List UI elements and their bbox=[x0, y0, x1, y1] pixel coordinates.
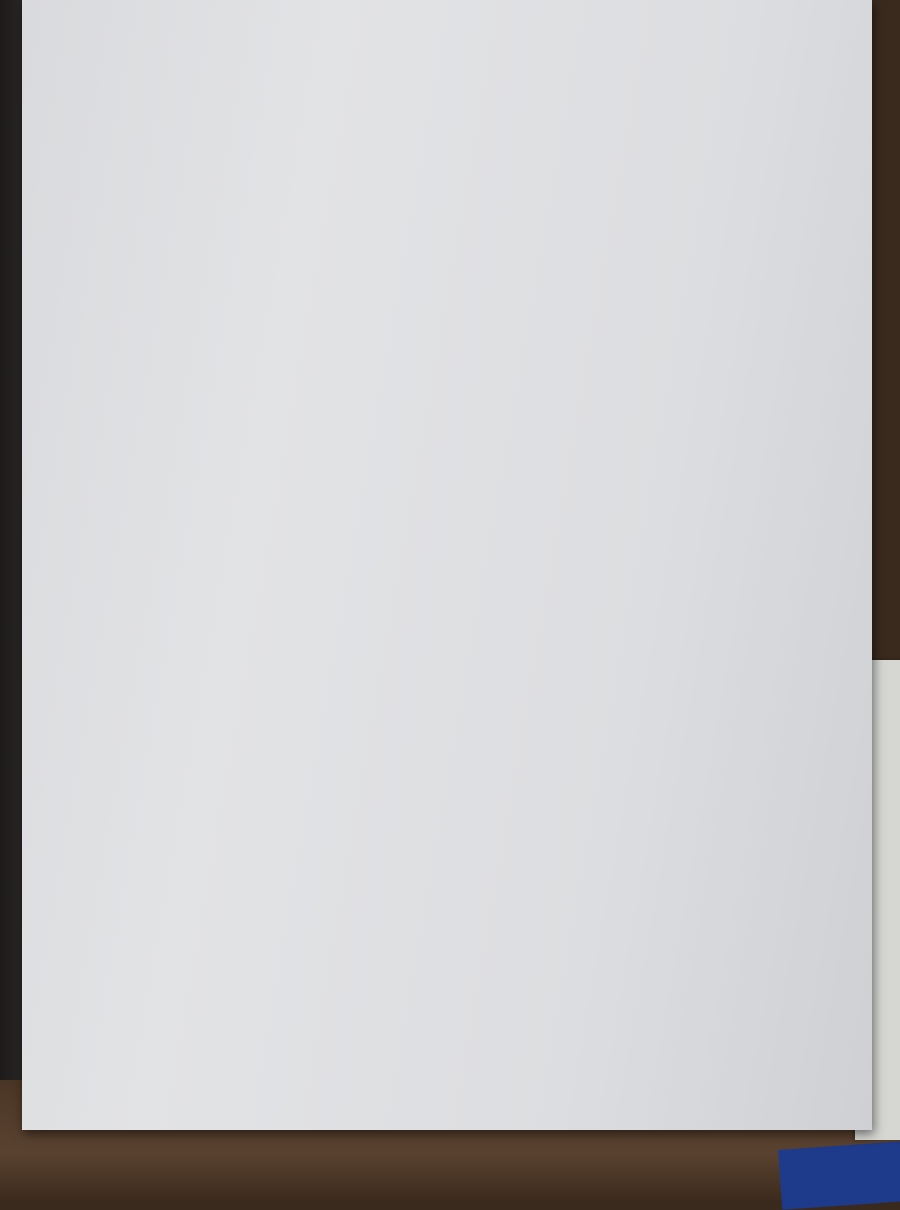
book-page bbox=[22, 0, 872, 1130]
book-cover-edge bbox=[778, 1140, 900, 1210]
